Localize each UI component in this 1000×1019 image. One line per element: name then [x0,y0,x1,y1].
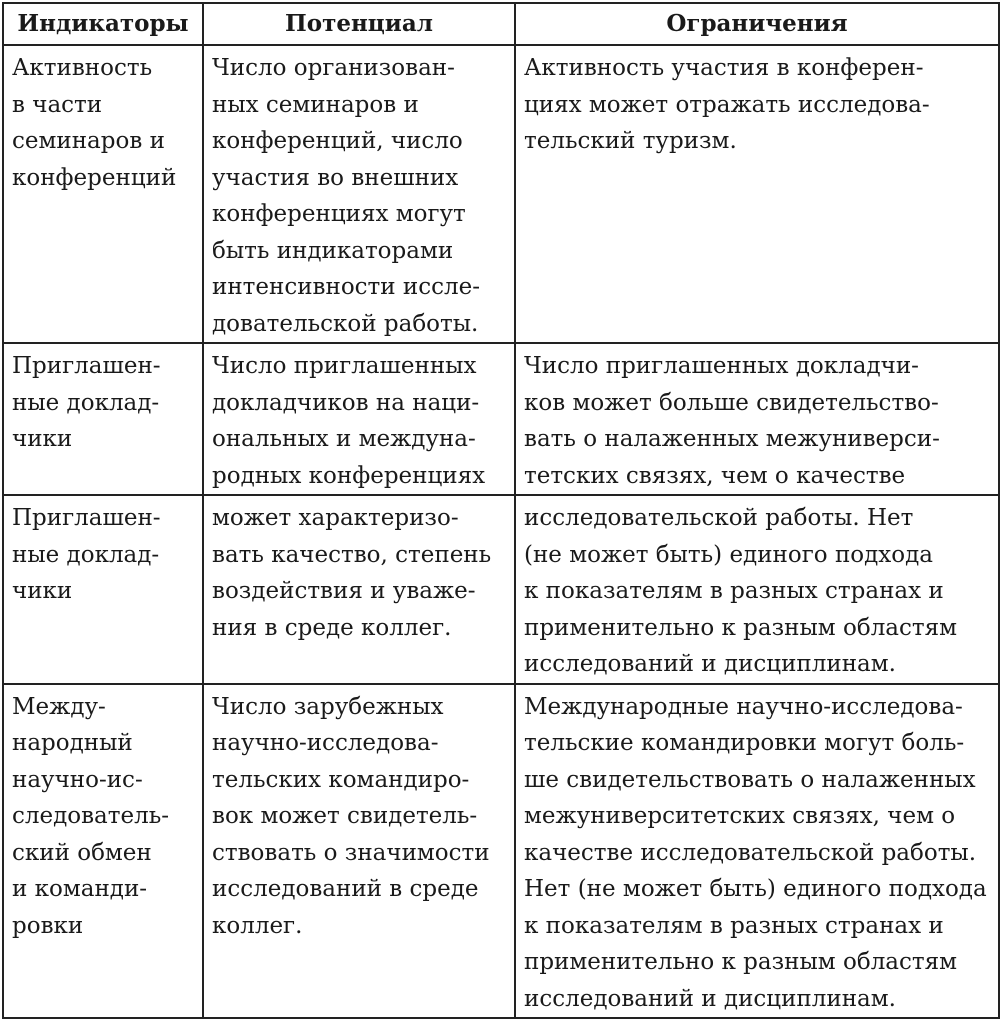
potential-cell: Число зарубежных научно-исследова- тельских командиро- вок может свидетель- ствовать о значимости исследований в среде коллег. [203,684,515,1019]
table-row [3,343,999,495]
header-indicators: Индикаторы [3,3,203,45]
indicator-cell: Активность в части семинаров и конференций [3,45,203,343]
header-potential: Потенциал [203,3,515,45]
indicator-cell: Приглашен- ные доклад- чики [3,495,203,684]
table-row [3,495,999,684]
indicator-cell: Приглашен- ные доклад- чики [3,343,203,495]
limitations-cell: Международные научно-исследова- тельские командировки могут боль- ше свидетельствовать о налаженных межуниверситетских связях, чем о качестве исследовательской работы. Нет (не может быть) единого подхода к показателям в разных странах и применительно к разным областям исследований и дисциплинам. [515,684,999,1019]
header-row [3,3,999,45]
potential-cell: может характеризо- вать качество, степень воздействия и уваже- ния в среде коллег. [203,495,515,684]
indicators-table [2,2,1000,1019]
limitations-cell: исследовательской работы. Нет (не может быть) единого подхода к показателям в разных странах и применительно к разным областям исследований и дисциплинам. [515,495,999,684]
potential-cell: Число приглашенных докладчиков на наци- ональных и междуна- родных конференциях [203,343,515,495]
limitations-cell: Число приглашенных докладчи- ков может больше свидетельство- вать о налаженных межуниверси- тетских связях, чем о качестве [515,343,999,495]
limitations-cell: Активность участия в конферен- циях может отражать исследова- тельский туризм. [515,45,999,343]
potential-cell: Число организован- ных семинаров и конференций, число участия во внешних конференциях могут быть индикаторами интенсивности иссле- довательской работы. [203,45,515,343]
indicator-cell: Между- народный научно-ис- следователь- ский обмен и команди- ровки [3,684,203,1019]
table-row [3,45,999,343]
header-limitations: Ограничения [515,3,999,45]
table-row [3,684,999,1019]
